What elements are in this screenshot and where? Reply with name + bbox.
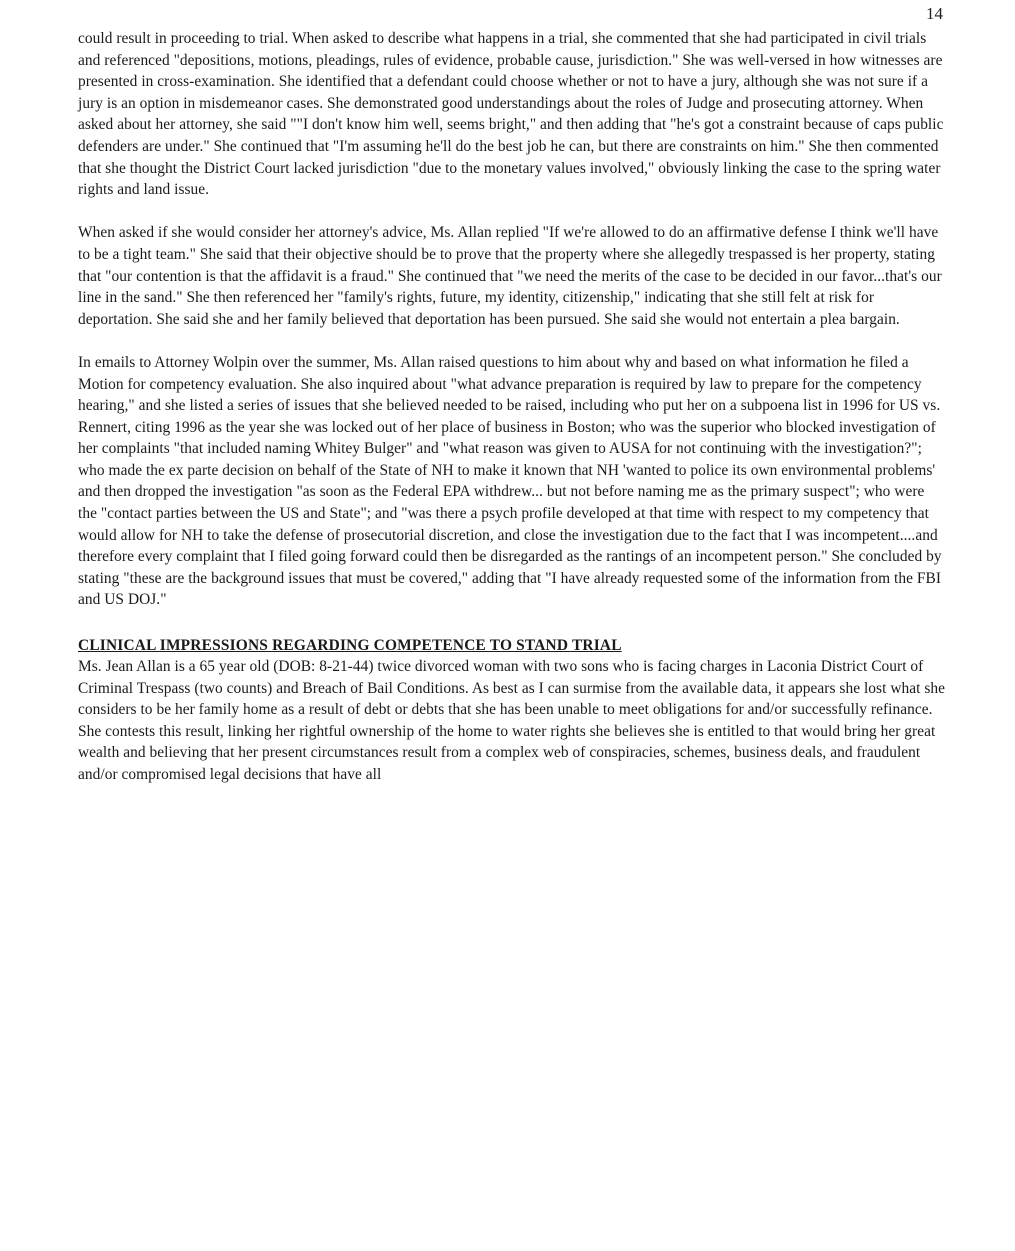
section-heading-clinical-impressions: CLINICAL IMPRESSIONS REGARDING COMPETENCE TO STAND TRIAL bbox=[78, 637, 622, 655]
paragraph-attorney-advice: When asked if she would consider her attorney's advice, Ms. Allan replied "If we're allowed to do an affirmative defense I think we'll have to be a tight team." She said that their objective should be to prove that the property where she allegedly trespassed is her property, stating that "our contention is that the affidavit is a fraud." She continued that "we need the merits of the case to be decided in our favor...that's our line in the sand." She then referenced her "family's rights, future, my identity, citizenship," indicating that she still felt at risk for deportation. She said she and her family believed that deportation has been pursued. She said she would not entertain a plea bargain. bbox=[78, 224, 942, 328]
paragraph-clinical-impressions: Ms. Jean Allan is a 65 year old (DOB: 8-21-44) twice divorced woman with two sons who is facing charges in Laconia District Court of Criminal Trespass (two counts) and Breach of Bail Conditions. As best as I can surmise from the available data, it appears she lost what she considers to be her family home as a result of debt or debts that she has been unable to meet obligations for and/or successfully refinance. She contests this result, linking her rightful ownership of the home to water rights she believes she is entitled to that would bring her great wealth and believing that her present circumstances result from a complex web of conspiracies, schemes, business deals, and fraudulent and/or compromised legal decisions that have all bbox=[78, 658, 945, 783]
paragraph-trial-understanding: could result in proceeding to trial. When asked to describe what happens in a trial, she commented that she had participated in civil trials and referenced "depositions, motions, pleadings, rules of evidence, probable cause, jurisdiction." She was well-versed in how witnesses are presented in cross-examination. She identified that a defendant could choose whether or not to have a jury, although she was not sure if a jury is an option in misdemeanor cases. She demonstrated good understandings about the roles of Judge and prosecuting attorney. When asked about her attorney, she said ""I don't know him well, seems bright," and then adding that "he's got a constraint because of caps public defenders are under." She continued that "I'm assuming he'll do the best job he can, but there are constraints on him." She then commented that she thought the District Court lacked jurisdiction "due to the monetary values involved," obviously linking the case to the spring water rights and land issue. bbox=[78, 30, 944, 199]
paragraph-emails-to-attorney: In emails to Attorney Wolpin over the summer, Ms. Allan raised questions to him about why and based on what information he filed a Motion for competency evaluation. She also inquired about "what advance preparation is required by law to prepare for the competency hearing," and she listed a series of issues that she believed needed to be raised, including who put her on a subpoena list in 1996 for US vs. Rennert, citing 1996 as the year she was locked out of her place of business in Boston; who was the superior who blocked investigation of her complaints "that included naming Whitey Bulger" and "what reason was given to AUSA for not continuing with the investigation?"; who made the ex parte decision on behalf of the State of NH to make it known that NH 'wanted to police its own environmental problems' and then dropped the investigation "as soon as the Federal EPA withdrew... but not before naming me as the primary suspect"; who were the "contact parties between the US and State"; and "was there a psych profile developed at that time with respect to my competency that would allow for NH to take the defense of prosecutorial discretion, and close the investigation due to the fact that I was incompetent....and therefore every complaint that I filed going forward could then be disregarded as the rantings of an incompetent person." She concluded by stating "these are the background issues that must be covered," adding that "I have already requested some of the information from the FBI and US DOJ." bbox=[78, 353, 942, 609]
page-number: 14 bbox=[926, 4, 943, 23]
report-body bbox=[78, 28, 946, 786]
